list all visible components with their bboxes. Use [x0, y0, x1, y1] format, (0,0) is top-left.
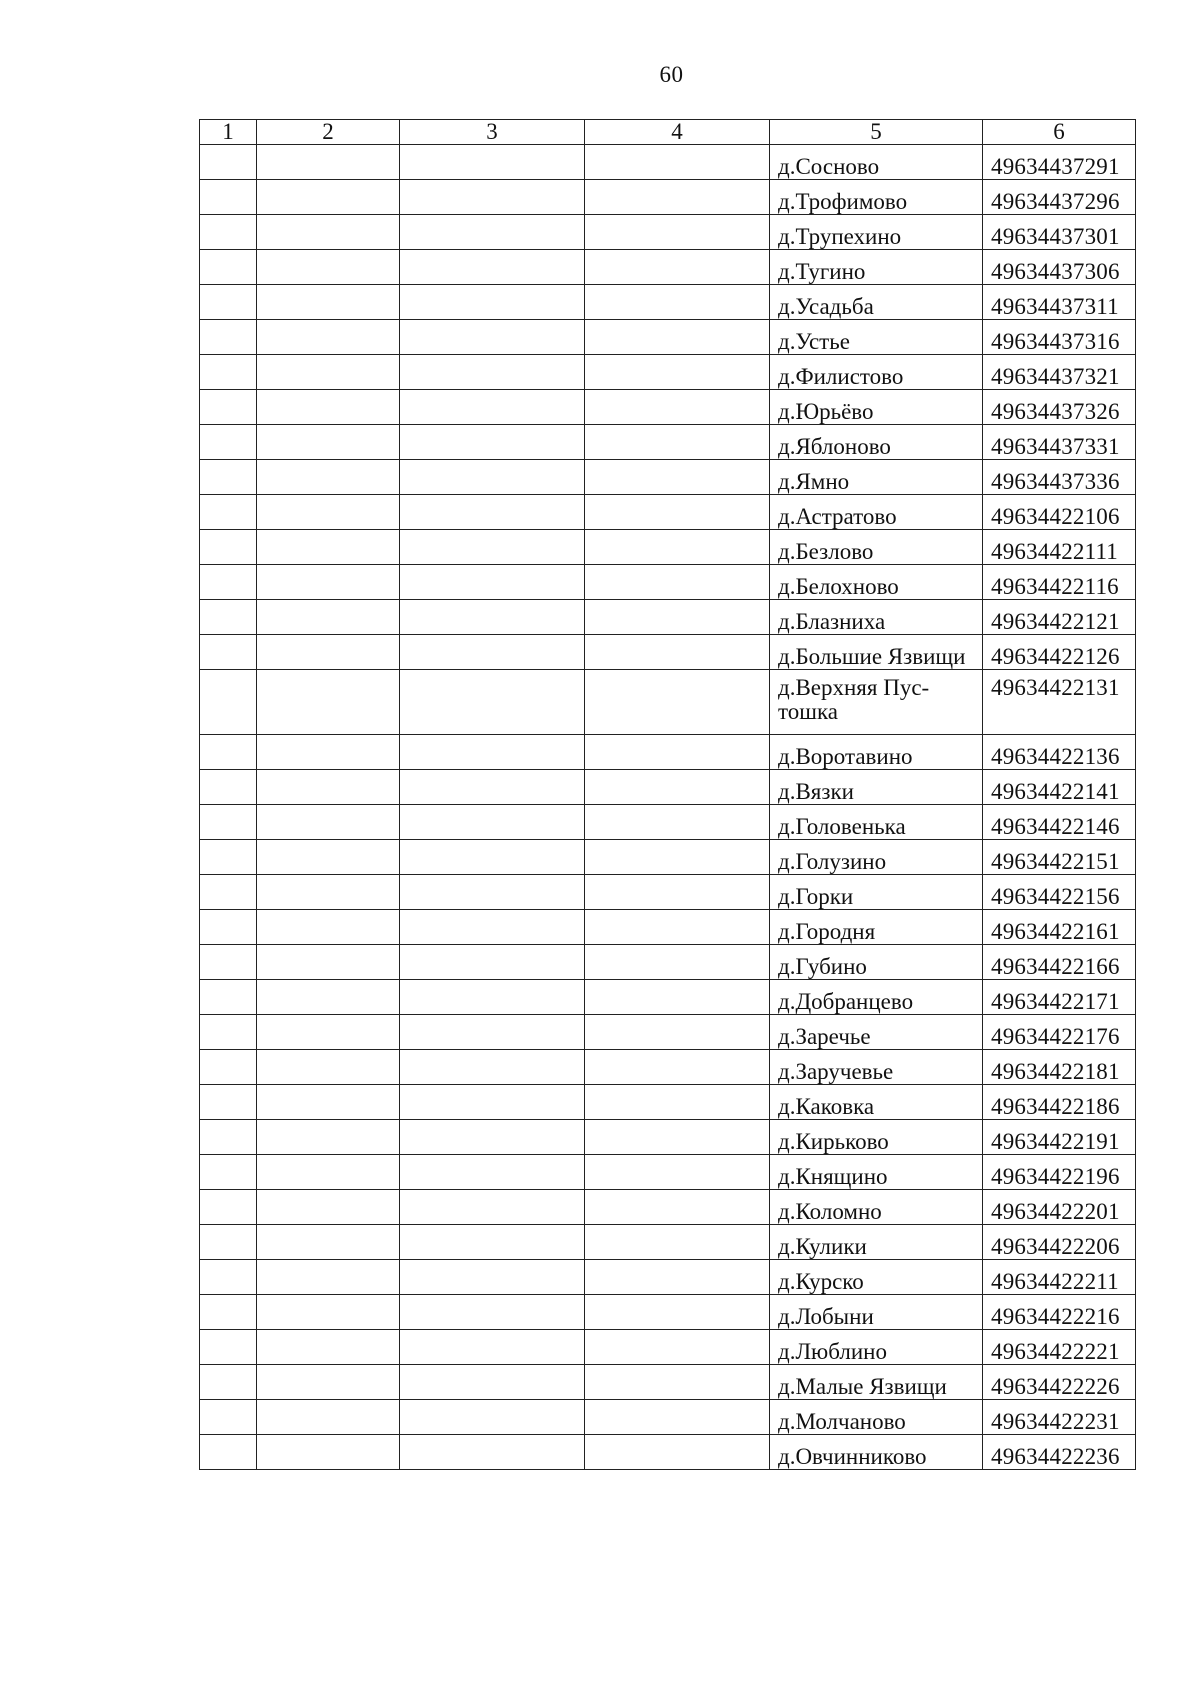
empty-cell-col-4 — [585, 600, 770, 635]
settlement-name-cell: д.Курско — [770, 1260, 983, 1295]
empty-cell-col-2 — [257, 1365, 400, 1400]
empty-cell-col-3 — [400, 285, 585, 320]
empty-cell-col-2 — [257, 1400, 400, 1435]
settlement-code-cell: 49634437291 — [983, 145, 1136, 180]
header-cell-6: 6 — [983, 120, 1136, 145]
settlement-name-cell: д.Губино — [770, 945, 983, 980]
settlement-code-cell: 49634422151 — [983, 840, 1136, 875]
table-row — [200, 1330, 1136, 1365]
settlement-code-cell: 49634422206 — [983, 1225, 1136, 1260]
empty-cell-col-1 — [200, 600, 257, 635]
empty-cell-col-4 — [585, 1365, 770, 1400]
empty-cell-col-1 — [200, 770, 257, 805]
empty-cell-col-1 — [200, 875, 257, 910]
empty-cell-col-1 — [200, 735, 257, 770]
empty-cell-col-4 — [585, 980, 770, 1015]
empty-cell-col-1 — [200, 1225, 257, 1260]
settlement-code-cell: 49634422116 — [983, 565, 1136, 600]
empty-cell-col-1 — [200, 1330, 257, 1365]
empty-cell-col-2 — [257, 910, 400, 945]
empty-cell-col-1 — [200, 1085, 257, 1120]
settlement-name-cell: д.Юрьёво — [770, 390, 983, 425]
settlement-name-cell: д.Молчаново — [770, 1400, 983, 1435]
table-row — [200, 1225, 1136, 1260]
empty-cell-col-4 — [585, 805, 770, 840]
table-row — [200, 1260, 1136, 1295]
empty-cell-col-4 — [585, 1260, 770, 1295]
empty-cell-col-3 — [400, 1365, 585, 1400]
settlement-name-cell: д.Сосново — [770, 145, 983, 180]
table-row — [200, 1435, 1136, 1470]
empty-cell-col-4 — [585, 840, 770, 875]
empty-cell-col-1 — [200, 1400, 257, 1435]
empty-cell-col-3 — [400, 180, 585, 215]
empty-cell-col-2 — [257, 530, 400, 565]
empty-cell-col-3 — [400, 635, 585, 670]
empty-cell-col-3 — [400, 320, 585, 355]
empty-cell-col-2 — [257, 1190, 400, 1225]
empty-cell-col-2 — [257, 980, 400, 1015]
empty-cell-col-2 — [257, 320, 400, 355]
settlement-code-cell: 49634422126 — [983, 635, 1136, 670]
table-row — [200, 910, 1136, 945]
settlement-code-cell: 49634437331 — [983, 425, 1136, 460]
empty-cell-col-2 — [257, 1155, 400, 1190]
settlement-code-cell: 49634437321 — [983, 355, 1136, 390]
settlement-code-cell: 49634422216 — [983, 1295, 1136, 1330]
table-row — [200, 530, 1136, 565]
settlement-name-cell: д.Княщино — [770, 1155, 983, 1190]
settlement-code-cell: 49634437336 — [983, 460, 1136, 495]
settlement-code-cell: 49634422146 — [983, 805, 1136, 840]
empty-cell-col-3 — [400, 1050, 585, 1085]
table-row — [200, 805, 1136, 840]
settlement-code-cell: 49634422121 — [983, 600, 1136, 635]
table-row — [200, 875, 1136, 910]
table-row — [200, 180, 1136, 215]
empty-cell-col-3 — [400, 770, 585, 805]
empty-cell-col-3 — [400, 1330, 585, 1365]
settlement-code-cell: 49634422181 — [983, 1050, 1136, 1085]
empty-cell-col-4 — [585, 1295, 770, 1330]
empty-cell-col-2 — [257, 285, 400, 320]
empty-cell-col-4 — [585, 355, 770, 390]
settlement-name-cell: д.Ямно — [770, 460, 983, 495]
empty-cell-col-2 — [257, 875, 400, 910]
empty-cell-col-1 — [200, 1050, 257, 1085]
settlement-name-cell: д.Блазниха — [770, 600, 983, 635]
empty-cell-col-2 — [257, 460, 400, 495]
settlement-code-cell: 49634422171 — [983, 980, 1136, 1015]
settlement-code-cell: 49634422136 — [983, 735, 1136, 770]
empty-cell-col-3 — [400, 355, 585, 390]
empty-cell-col-4 — [585, 875, 770, 910]
settlement-code-cell: 49634437326 — [983, 390, 1136, 425]
settlement-name-cell: д.Вязки — [770, 770, 983, 805]
settlement-name-cell: д.Устье — [770, 320, 983, 355]
empty-cell-col-1 — [200, 530, 257, 565]
empty-cell-col-2 — [257, 565, 400, 600]
empty-cell-col-3 — [400, 910, 585, 945]
settlement-name-cell: д.Филистово — [770, 355, 983, 390]
settlement-code-cell: 49634422191 — [983, 1120, 1136, 1155]
empty-cell-col-4 — [585, 320, 770, 355]
empty-cell-col-2 — [257, 840, 400, 875]
settlement-name-cell: д.Голузино — [770, 840, 983, 875]
empty-cell-col-3 — [400, 250, 585, 285]
empty-cell-col-4 — [585, 1015, 770, 1050]
empty-cell-col-1 — [200, 565, 257, 600]
empty-cell-col-1 — [200, 1015, 257, 1050]
empty-cell-col-3 — [400, 1015, 585, 1050]
table-row — [200, 495, 1136, 530]
empty-cell-col-3 — [400, 670, 585, 735]
table-row — [200, 460, 1136, 495]
empty-cell-col-2 — [257, 425, 400, 460]
empty-cell-col-1 — [200, 1295, 257, 1330]
empty-cell-col-1 — [200, 145, 257, 180]
table-row — [200, 600, 1136, 635]
table-header-row — [200, 120, 1136, 145]
empty-cell-col-3 — [400, 1400, 585, 1435]
empty-cell-col-3 — [400, 530, 585, 565]
settlement-name-cell: д.Белохново — [770, 565, 983, 600]
empty-cell-col-2 — [257, 1435, 400, 1470]
empty-cell-col-2 — [257, 180, 400, 215]
settlement-name-cell: д.Люблино — [770, 1330, 983, 1365]
empty-cell-col-4 — [585, 1190, 770, 1225]
header-cell-5: 5 — [770, 120, 983, 145]
empty-cell-col-3 — [400, 1435, 585, 1470]
empty-cell-col-3 — [400, 390, 585, 425]
empty-cell-col-3 — [400, 945, 585, 980]
empty-cell-col-4 — [585, 285, 770, 320]
settlement-name-cell: д.Кирьково — [770, 1120, 983, 1155]
empty-cell-col-4 — [585, 145, 770, 180]
settlement-code-cell: 49634422196 — [983, 1155, 1136, 1190]
table-row — [200, 1155, 1136, 1190]
empty-cell-col-2 — [257, 1015, 400, 1050]
empty-cell-col-3 — [400, 600, 585, 635]
empty-cell-col-1 — [200, 1435, 257, 1470]
empty-cell-col-4 — [585, 735, 770, 770]
settlement-name-cell: д.Головенька — [770, 805, 983, 840]
empty-cell-col-1 — [200, 320, 257, 355]
settlement-name-cell: д.Усадьба — [770, 285, 983, 320]
empty-cell-col-3 — [400, 1295, 585, 1330]
empty-cell-col-4 — [585, 460, 770, 495]
settlement-code-cell: 49634437316 — [983, 320, 1136, 355]
empty-cell-col-1 — [200, 1155, 257, 1190]
empty-cell-col-4 — [585, 910, 770, 945]
empty-cell-col-1 — [200, 1120, 257, 1155]
empty-cell-col-2 — [257, 1120, 400, 1155]
empty-cell-col-4 — [585, 180, 770, 215]
settlement-code-cell: 49634422161 — [983, 910, 1136, 945]
settlement-name-cell: д.Верхняя Пус- тошка — [770, 670, 983, 735]
empty-cell-col-2 — [257, 390, 400, 425]
table-row — [200, 1295, 1136, 1330]
empty-cell-col-3 — [400, 1155, 585, 1190]
settlement-code-cell: 49634422106 — [983, 495, 1136, 530]
empty-cell-col-3 — [400, 1225, 585, 1260]
settlement-code-cell: 49634422211 — [983, 1260, 1136, 1295]
empty-cell-col-1 — [200, 180, 257, 215]
empty-cell-col-4 — [585, 670, 770, 735]
empty-cell-col-3 — [400, 460, 585, 495]
empty-cell-col-2 — [257, 495, 400, 530]
empty-cell-col-3 — [400, 1085, 585, 1120]
empty-cell-col-1 — [200, 355, 257, 390]
header-cell-2: 2 — [257, 120, 400, 145]
empty-cell-col-4 — [585, 1085, 770, 1120]
empty-cell-col-4 — [585, 530, 770, 565]
table-row — [200, 670, 1136, 735]
table-row — [200, 1365, 1136, 1400]
table-row — [200, 355, 1136, 390]
table-row — [200, 840, 1136, 875]
empty-cell-col-1 — [200, 390, 257, 425]
table-row — [200, 425, 1136, 460]
settlement-name-cell: д.Овчинниково — [770, 1435, 983, 1470]
table-row — [200, 285, 1136, 320]
empty-cell-col-3 — [400, 1190, 585, 1225]
empty-cell-col-2 — [257, 670, 400, 735]
empty-cell-col-4 — [585, 390, 770, 425]
settlement-code-cell: 49634422231 — [983, 1400, 1136, 1435]
empty-cell-col-2 — [257, 770, 400, 805]
empty-cell-col-1 — [200, 945, 257, 980]
settlement-name-cell: д.Малые Язвищи — [770, 1365, 983, 1400]
table-row — [200, 945, 1136, 980]
empty-cell-col-3 — [400, 495, 585, 530]
table-row — [200, 980, 1136, 1015]
empty-cell-col-4 — [585, 1155, 770, 1190]
settlement-name-cell: д.Яблоново — [770, 425, 983, 460]
settlement-name-cell: д.Трупехино — [770, 215, 983, 250]
settlement-code-cell: 49634422166 — [983, 945, 1136, 980]
empty-cell-col-4 — [585, 770, 770, 805]
empty-cell-col-2 — [257, 1295, 400, 1330]
empty-cell-col-1 — [200, 805, 257, 840]
empty-cell-col-1 — [200, 215, 257, 250]
settlement-name-cell: д.Городня — [770, 910, 983, 945]
settlement-name-cell: д.Тугино — [770, 250, 983, 285]
empty-cell-col-2 — [257, 1260, 400, 1295]
empty-cell-col-3 — [400, 980, 585, 1015]
settlement-code-cell: 49634422111 — [983, 530, 1136, 565]
empty-cell-col-1 — [200, 1260, 257, 1295]
table-row — [200, 635, 1136, 670]
table-row — [200, 1120, 1136, 1155]
settlement-code-cell: 49634422226 — [983, 1365, 1136, 1400]
empty-cell-col-1 — [200, 635, 257, 670]
empty-cell-col-3 — [400, 840, 585, 875]
table-row — [200, 770, 1136, 805]
settlement-code-cell: 49634422141 — [983, 770, 1136, 805]
table-row — [200, 1190, 1136, 1225]
empty-cell-col-2 — [257, 600, 400, 635]
empty-cell-col-2 — [257, 945, 400, 980]
settlement-name-cell: д.Воротавино — [770, 735, 983, 770]
table-row — [200, 565, 1136, 600]
header-cell-1: 1 — [200, 120, 257, 145]
empty-cell-col-3 — [400, 215, 585, 250]
settlement-name-cell: д.Коломно — [770, 1190, 983, 1225]
settlement-code-cell: 49634422176 — [983, 1015, 1136, 1050]
empty-cell-col-2 — [257, 215, 400, 250]
empty-cell-col-1 — [200, 425, 257, 460]
empty-cell-col-2 — [257, 735, 400, 770]
empty-cell-col-4 — [585, 1435, 770, 1470]
settlement-name-cell: д.Большие Язвищи — [770, 635, 983, 670]
settlement-name-cell: д.Лобыни — [770, 1295, 983, 1330]
empty-cell-col-2 — [257, 250, 400, 285]
settlement-code-cell: 49634437296 — [983, 180, 1136, 215]
settlement-name-cell: д.Заречье — [770, 1015, 983, 1050]
settlement-name-cell: д.Безлово — [770, 530, 983, 565]
table-row — [200, 320, 1136, 355]
empty-cell-col-3 — [400, 1260, 585, 1295]
table-row — [200, 735, 1136, 770]
empty-cell-col-2 — [257, 355, 400, 390]
empty-cell-col-2 — [257, 805, 400, 840]
table-row — [200, 1085, 1136, 1120]
empty-cell-col-4 — [585, 1330, 770, 1365]
empty-cell-col-4 — [585, 1400, 770, 1435]
settlement-name-cell: д.Трофимово — [770, 180, 983, 215]
empty-cell-col-1 — [200, 980, 257, 1015]
settlement-code-cell: 49634437301 — [983, 215, 1136, 250]
empty-cell-col-4 — [585, 635, 770, 670]
empty-cell-col-2 — [257, 635, 400, 670]
settlement-code-cell: 49634422131 — [983, 670, 1136, 735]
empty-cell-col-4 — [585, 250, 770, 285]
header-cell-4: 4 — [585, 120, 770, 145]
empty-cell-col-4 — [585, 495, 770, 530]
empty-cell-col-2 — [257, 1330, 400, 1365]
table-row — [200, 1015, 1136, 1050]
empty-cell-col-3 — [400, 425, 585, 460]
settlement-code-cell: 49634422156 — [983, 875, 1136, 910]
table-row — [200, 1400, 1136, 1435]
empty-cell-col-3 — [400, 875, 585, 910]
empty-cell-col-2 — [257, 1225, 400, 1260]
empty-cell-col-1 — [200, 285, 257, 320]
empty-cell-col-4 — [585, 1225, 770, 1260]
settlement-code-cell: 49634422221 — [983, 1330, 1136, 1365]
empty-cell-col-2 — [257, 1050, 400, 1085]
settlements-table — [199, 119, 1136, 1470]
empty-cell-col-4 — [585, 565, 770, 600]
empty-cell-col-4 — [585, 425, 770, 460]
empty-cell-col-4 — [585, 945, 770, 980]
settlement-name-cell: д.Астратово — [770, 495, 983, 530]
table-row — [200, 250, 1136, 285]
settlement-name-cell: д.Заручевье — [770, 1050, 983, 1085]
table-row — [200, 390, 1136, 425]
empty-cell-col-1 — [200, 670, 257, 735]
empty-cell-col-4 — [585, 215, 770, 250]
empty-cell-col-3 — [400, 1120, 585, 1155]
empty-cell-col-1 — [200, 1190, 257, 1225]
settlement-code-cell: 49634437311 — [983, 285, 1136, 320]
settlement-name-cell: д.Кулики — [770, 1225, 983, 1260]
settlement-name-cell: д.Добранцево — [770, 980, 983, 1015]
empty-cell-col-2 — [257, 1085, 400, 1120]
empty-cell-col-1 — [200, 910, 257, 945]
empty-cell-col-3 — [400, 805, 585, 840]
table-row — [200, 215, 1136, 250]
empty-cell-col-4 — [585, 1120, 770, 1155]
settlement-name-cell: д.Горки — [770, 875, 983, 910]
table-row — [200, 145, 1136, 180]
empty-cell-col-4 — [585, 1050, 770, 1085]
settlement-code-cell: 49634422186 — [983, 1085, 1136, 1120]
empty-cell-col-1 — [200, 1365, 257, 1400]
empty-cell-col-1 — [200, 495, 257, 530]
empty-cell-col-3 — [400, 735, 585, 770]
empty-cell-col-1 — [200, 250, 257, 285]
page-number: 60 — [659, 62, 684, 87]
empty-cell-col-1 — [200, 840, 257, 875]
table-row — [200, 1050, 1136, 1085]
header-cell-3: 3 — [400, 120, 585, 145]
empty-cell-col-2 — [257, 145, 400, 180]
empty-cell-col-3 — [400, 145, 585, 180]
empty-cell-col-3 — [400, 565, 585, 600]
settlement-code-cell: 49634437306 — [983, 250, 1136, 285]
settlement-code-cell: 49634422201 — [983, 1190, 1136, 1225]
settlement-name-cell: д.Каковка — [770, 1085, 983, 1120]
settlement-code-cell: 49634422236 — [983, 1435, 1136, 1470]
empty-cell-col-1 — [200, 460, 257, 495]
